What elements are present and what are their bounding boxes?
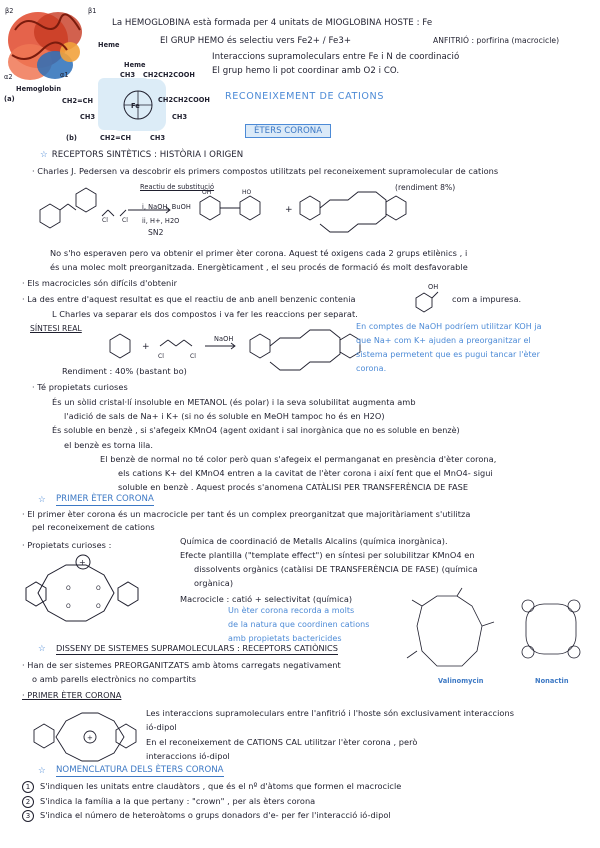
prop-line-6: els cations K+ del KMnO4 entren a la cavitat de l'èter corona i així fent que el MnO4- sigui — [118, 468, 493, 478]
curious-prop-4: orgànica) — [194, 578, 234, 588]
star-icon: ☆ — [40, 150, 48, 160]
hemo-side-note: ANFITRIÓ : porfirina (macrocicle) — [433, 36, 560, 45]
dibenzo-crown-diagram — [28, 702, 138, 772]
prop-line-1: És un sòlid cristal·lí insoluble en METANOL (és polar) i la seva solubilitat augmenta amb — [52, 397, 416, 407]
curious-prop-5: Macrocicle : catió + selectivitat (química) — [180, 594, 353, 604]
svg-text:+: + — [87, 734, 93, 742]
svg-text:Cl: Cl — [190, 353, 196, 360]
valinomycin-label: Valinomycin — [438, 677, 484, 685]
first-crown-line-1: · El primer èter corona és un macrocicle per tant és un complex preorganitzat que majoritàriament s'utilitza — [22, 509, 471, 519]
section4-title: NOMENCLATURA DELS ÈTERS CORONA — [56, 765, 224, 775]
curious-prop-3: dissolvents orgànics (catàlisi DE TRANSFERÈNCIA DE FASE) (química — [194, 564, 478, 574]
label-b: (b) — [66, 134, 77, 142]
section3-title: DISSENY DE SISTEMES SUPRAMOLECULARS : RECEPTORS CATIÒNICS — [56, 643, 338, 653]
star-icon: ☆ — [38, 766, 46, 776]
impurity-line: · La des entre d'aquest resultat es que el reactiu de anb anell benzenic contenia — [22, 294, 356, 304]
heading-recognition: RECONEIXEMENT DE CATIONS — [225, 91, 385, 102]
macrocycles-line: · Els macrocicles són difícils d'obtenir — [22, 278, 178, 288]
nonactin-label: Nonactin — [535, 677, 569, 685]
curious-props-label: · Propietats curioses : — [22, 540, 112, 550]
valinomycin-structure — [402, 586, 512, 676]
label-a1: α1 — [60, 71, 69, 79]
rendiment-top: (rendiment 8%) — [395, 183, 456, 192]
label-fe: Fe — [131, 102, 140, 110]
prop-line-5: El benzè de normal no té color però quan s'afegeix el permanganat en presència d'èter corona, — [100, 454, 497, 464]
svg-text:OH: OH — [202, 189, 212, 196]
label-ch3-right: CH3 — [172, 113, 188, 121]
prop-line-4: el benzè es torna lila. — [64, 440, 154, 450]
blue-note-2: que Na+ com K+ ajuden a preorganitzar el — [356, 336, 531, 345]
design-sub: · PRIMER ÈTER CORONA — [22, 690, 122, 700]
label-a: (a) — [4, 95, 15, 103]
discovery-line-2: és una molec molt preorganitzada. Energèticament , el seu procés de formació és molt desfavorable — [50, 262, 468, 272]
design-bullet-3: En el reconeixement de CATIONS CAL utilitzar l'èter corona , però — [146, 737, 418, 747]
hemo-bullet-4: El grup hemo li pot coordinar amb O2 i CO. — [212, 66, 400, 76]
label-ch2ch-bottom: CH2=CH — [100, 134, 132, 142]
design-line-1: · Han de ser sistemes PREORGANITZATS amb àtoms carregats negativament — [22, 660, 341, 670]
pedersen-line: · Charles J. Pedersen va descobrir els primers compostos utilitzats pel reconeixement supramolecular de cations — [32, 166, 499, 176]
rendiment-bottom: Rendiment : 40% (bastant bo) — [62, 366, 187, 376]
separate-line: L Charles va separar els dos compostos i va fer les reaccions per separat. — [52, 309, 358, 319]
svg-text:Cl: Cl — [102, 217, 108, 224]
hemoglobin-figure — [0, 0, 110, 150]
label-ch3-bottom: CH3 — [150, 134, 166, 142]
star-icon: ☆ — [38, 644, 46, 654]
blue-note-4: corona. — [356, 364, 387, 373]
svg-text:+: + — [285, 205, 293, 215]
reaction-scheme-1 — [30, 180, 480, 240]
svg-text:O: O — [66, 585, 71, 592]
label-a2: α2 — [4, 73, 13, 81]
props-title: · Té propietats curioses — [32, 382, 128, 392]
reaction-sn2: SN2 — [148, 228, 164, 237]
item-number: 3 — [22, 810, 34, 822]
nomenclature-item-3 — [22, 810, 391, 822]
label-heme-struct: Heme — [124, 61, 146, 69]
blue-note-3: sistema permetent que es pugui tancar l'èter — [356, 350, 540, 359]
curious-prop-2: Efecte plantilla ("template effect") en síntesi per solubilitzar KMnO4 en — [180, 550, 475, 560]
sintesi-real-label: SÍNTESI REAL — [30, 324, 82, 333]
nomenclature-item-1 — [22, 781, 401, 793]
reagent-title: Reactiu de substitució — [140, 183, 215, 191]
item-text: S'indica el número de heteroàtoms o grups donadors d'e- per fer l'interacció ió-dipol — [40, 810, 391, 820]
svg-text:+: + — [142, 342, 150, 352]
svg-text:Cl: Cl — [122, 217, 128, 224]
design-bullet-2: ió-dipol — [146, 722, 177, 732]
section2-title-row — [38, 495, 50, 505]
design-line-2: o amb parells electrònics no compartits — [32, 674, 197, 684]
svg-text:O: O — [66, 603, 71, 610]
section1-title — [40, 150, 243, 160]
section1-title-text: RECEPTORS SINTÈTICS : HISTÒRIA I ORIGEN — [51, 150, 244, 160]
cation-plus: + — [79, 558, 86, 567]
svg-text:Cl: Cl — [158, 353, 164, 360]
discovery-line-1: No s'ho esperaven pero va obtenir el primer èter corona. Aquest té oxigens cada 2 grups etilènics , i — [50, 248, 468, 258]
label-hemoglobin: Hemoglobin — [16, 85, 62, 93]
label-b1: β1 — [88, 7, 97, 15]
phenol-oh-label: OH — [428, 283, 439, 291]
hemo-bullet-1: La HEMOGLOBINA està formada per 4 unitats de MIOGLOBINA HOSTE : Fe — [112, 18, 433, 28]
star-icon: ☆ — [38, 495, 46, 505]
impurity-line-end: com a impuresa. — [452, 294, 522, 304]
crown-ether-complex-diagram — [18, 548, 168, 638]
design-bullet-1: Les interaccions supramoleculars entre l'anfitrió i l'hoste són exclusivament interaccions — [146, 708, 515, 718]
item-number: 1 — [22, 781, 34, 793]
section3-star — [38, 644, 50, 654]
hemo-bullet-3: Interaccions supramoleculars entre Fe i N de coordinació — [212, 52, 460, 62]
reaction-cond-2: ii, H+, H2O — [142, 217, 180, 225]
label-ch3-left: CH3 — [80, 113, 96, 121]
natural-note-1: Un èter corona recorda a molts — [228, 606, 355, 615]
item-text: S'indica la família a la que pertany : "crown" , per als èters corona — [40, 796, 316, 806]
reaction-cond-1: i, NaOH, BuOH — [142, 203, 191, 211]
heading-crown-ethers: ÈTERS CORONA — [245, 124, 331, 138]
section2-title: PRIMER ÈTER CORONA — [56, 494, 154, 504]
prop-line-3: És soluble en benzè , si s'afegeix KMnO4 (agent oxidant i sal inorgànica que no es soluble en benzè) — [52, 426, 460, 435]
label-ch2ch2cooh-1: CH2CH2COOH — [143, 71, 195, 79]
nomenclature-item-2 — [22, 796, 315, 808]
prop-line-2: l'adició de sals de Na+ i K+ (si no és soluble en MeOH tampoc ho és en H2O) — [64, 411, 385, 421]
label-ch3-1: CH3 — [120, 71, 136, 79]
nonactin-structure — [508, 586, 598, 676]
prop-line-7: soluble en benzè . Aquest procés s'anomena CATÀLISI PER TRANSFERÈNCIA DE FASE — [118, 482, 469, 492]
label-ch2ch-left: CH2=CH — [62, 97, 94, 105]
svg-text:HO: HO — [242, 189, 252, 196]
naoh-label: NaOH — [214, 335, 234, 343]
hemoglobin-protein-image — [8, 12, 82, 80]
blue-note-1: En comptes de NaOH podríem utilitzar KOH ja — [356, 322, 542, 331]
hemo-bullet-2: El GRUP HEMO és selectiu vers Fe2+ / Fe3+ — [160, 36, 352, 46]
design-bullet-4: interaccions ió-dipol — [146, 751, 230, 761]
first-crown-line-2: pel reconeixement de cations — [32, 522, 155, 532]
item-text: S'indiquen les unitats entre claudàtors , que és el nº d'àtoms que formen el macrocicle — [40, 781, 402, 791]
svg-text:O: O — [96, 603, 101, 610]
svg-text:O: O — [96, 585, 101, 592]
curious-prop-1: Química de coordinació de Metalls Alcalins (química inorgànica). — [180, 536, 448, 546]
natural-note-3: amb propietats bactericides — [228, 634, 342, 643]
label-ch2ch2cooh-2: CH2CH2COOH — [158, 96, 210, 104]
label-b2: β2 — [5, 7, 14, 15]
item-number: 2 — [22, 796, 34, 808]
natural-note-2: de la natura que coordinen cations — [228, 620, 370, 629]
label-heme-top: Heme — [98, 41, 120, 49]
section4-star — [38, 766, 50, 776]
